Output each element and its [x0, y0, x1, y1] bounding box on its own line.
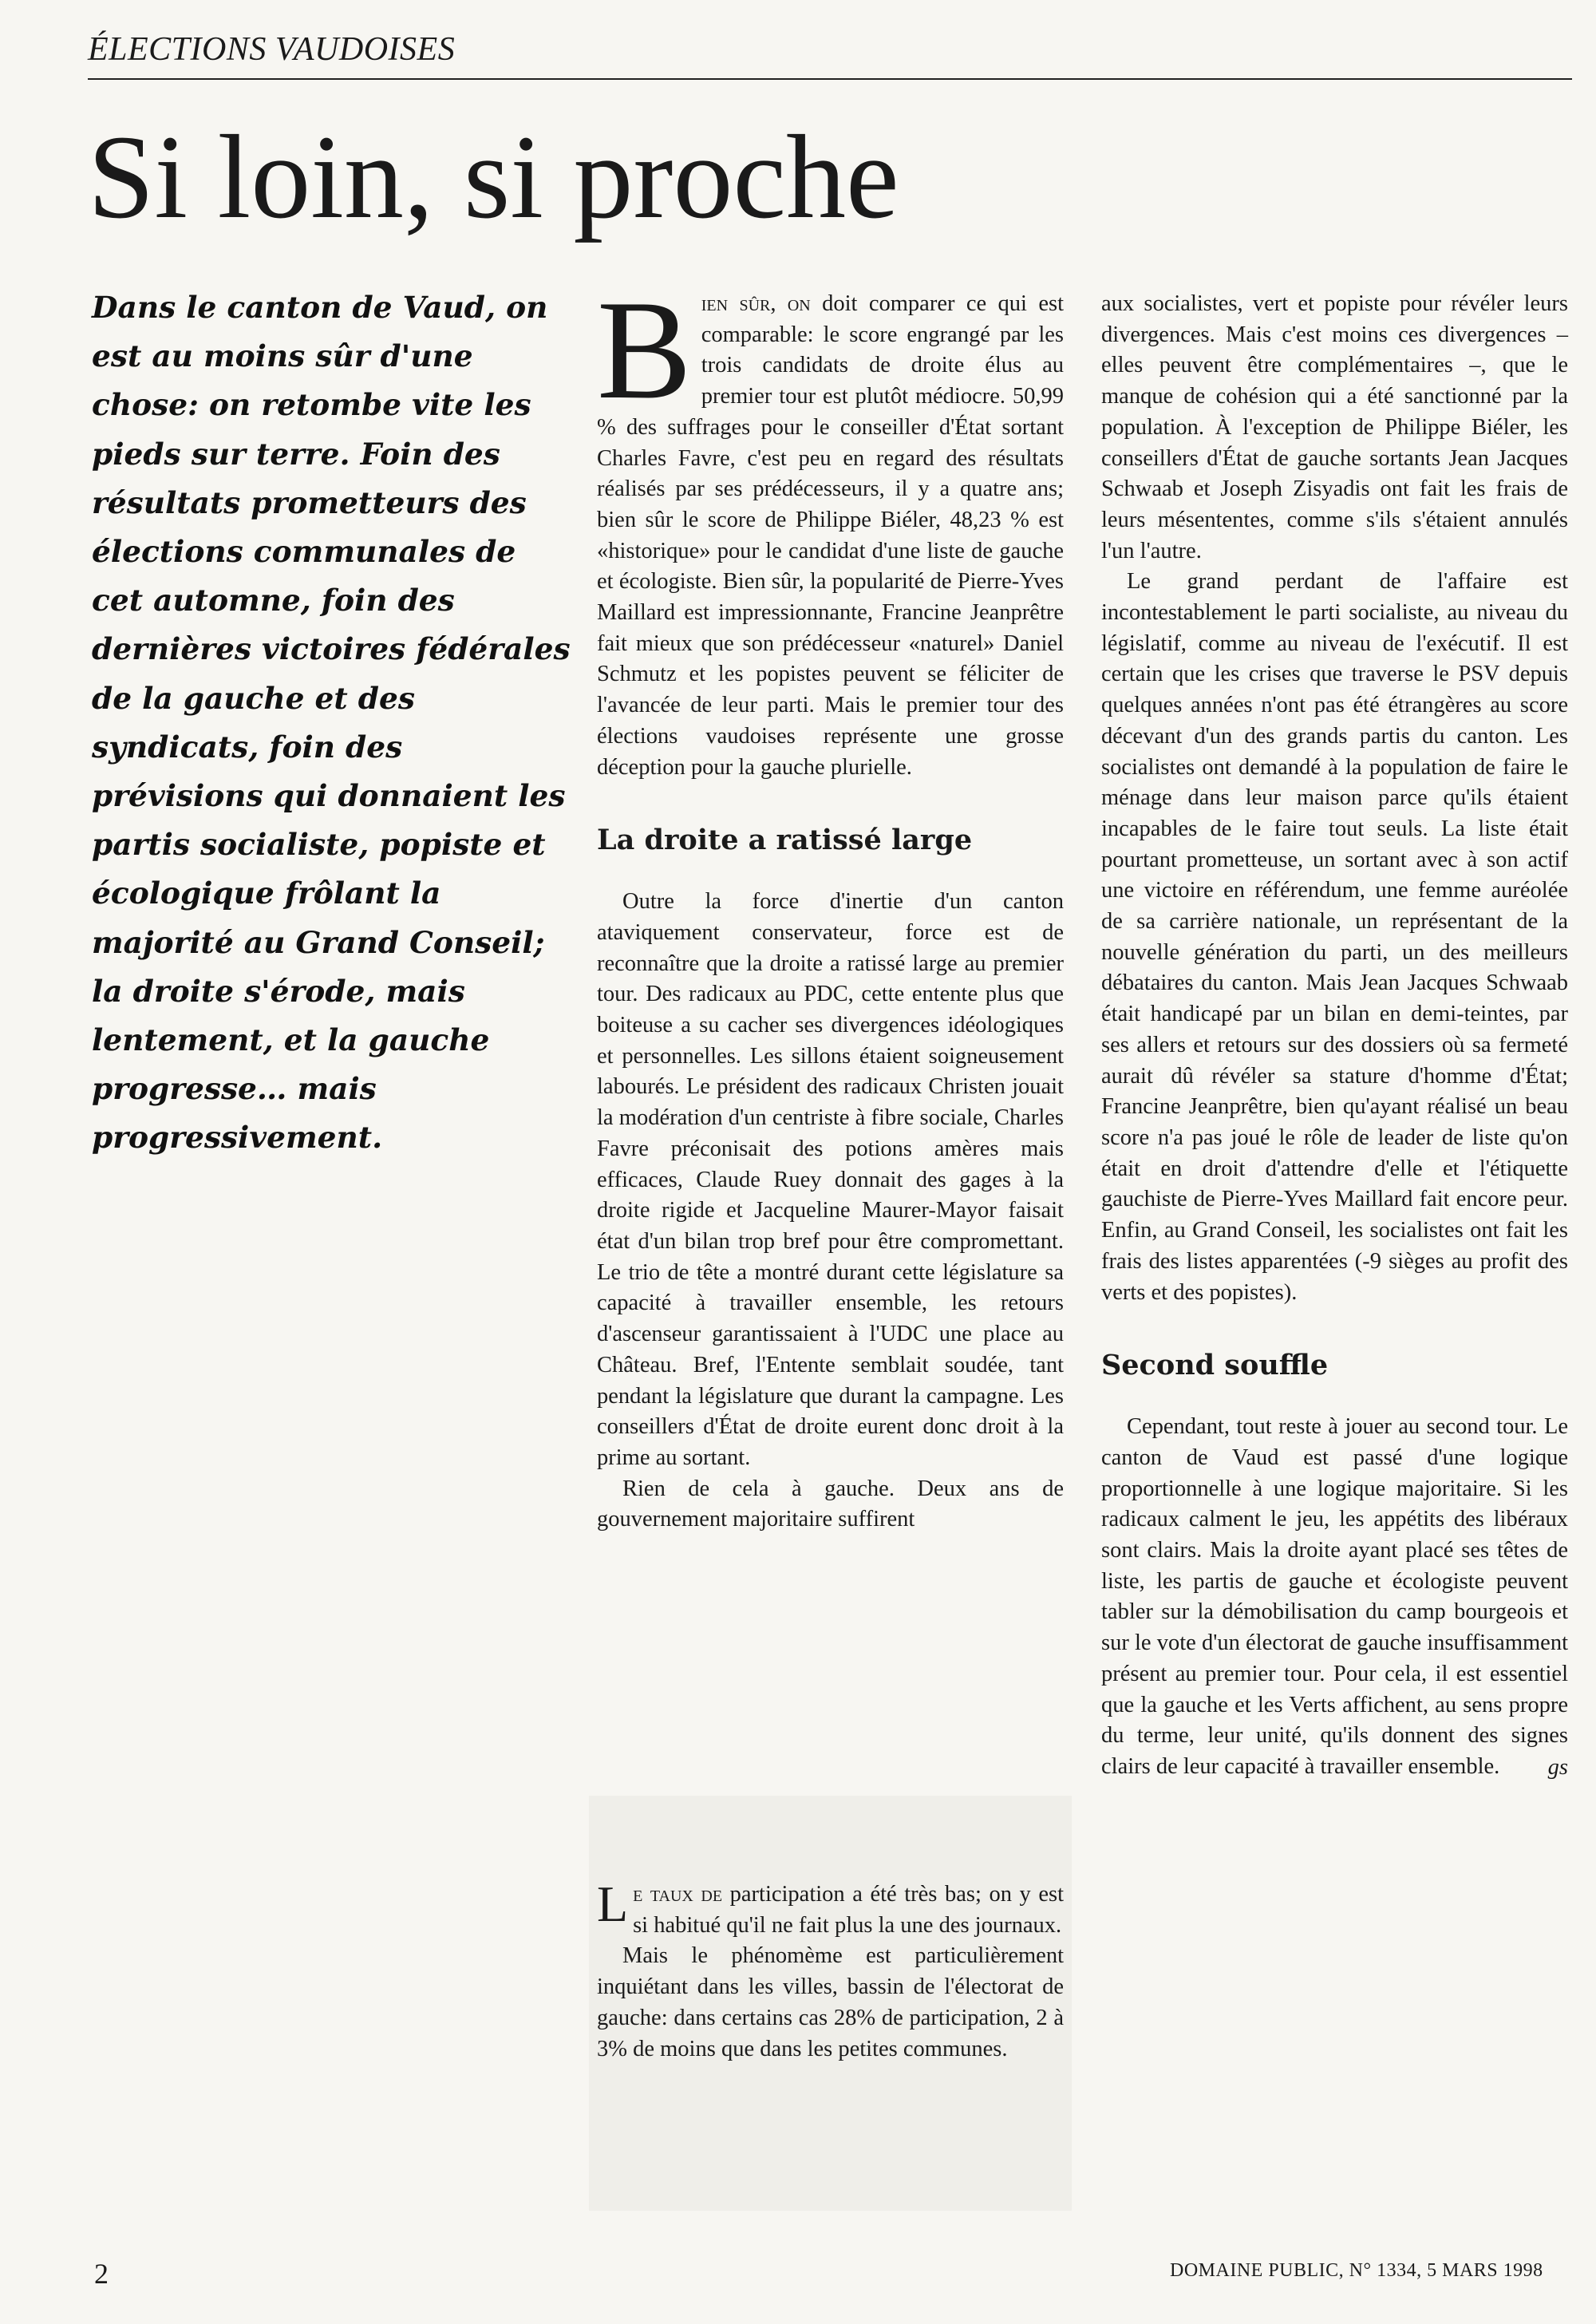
- drop-cap: B: [597, 271, 692, 429]
- article-title: Si loin, si proche: [88, 111, 899, 243]
- article-column-2: [1101, 289, 1568, 1783]
- page-number: 2: [94, 2258, 109, 2290]
- lead-smallcaps: ien sûr, on: [701, 291, 811, 316]
- section-rubric: ÉLECTIONS VAUDOISES: [88, 31, 456, 68]
- box-paragraph-1-text: participation a été très bas; on y est si habitué qu'il ne fait plus la une des journaux.: [633, 1882, 1064, 1938]
- box-lead-smallcaps: e taux de: [633, 1882, 723, 1907]
- subheading-2: Second souffle: [1101, 1349, 1329, 1382]
- paragraph-1: [597, 271, 1064, 783]
- paragraph-1-text: doit comparer ce qui est comparable: le score engrangé par les trois candidats de droite élus au premier tour est plutôt médiocre. 50,99 % des suffrages pour le conseiller d'État sortant Charles Favre, c'est peu en regard des résultats réalisés par ses prédécesseurs, il y a quatre ans; bien sûr le score de Philippe Biéler, 48,23 % est «historique» pour le candidat d'une liste de gauche et écologiste. Bien sûr, la popularité de Pierre-Yves Maillard est impressionnante, Francine Jeanprêtre fait mieux que son prédécesseur «naturel» Daniel Schmutz et les popistes peuvent se féliciter de l'avancée de leur parti. Mais le premier tour des élections vaudoises représente une grosse déception pour la gauche plurielle.: [597, 291, 1064, 780]
- article-chapeau: Dans le canton de Vaud, on est au moins sûr d'une chose: on retombe vite les pieds sur terre. Foin des résultats prometteurs des élections communales de cet automne, foin des dernières victoires fédérales de la gauche et des syndicats, foin des prévisions qui donnaient les partis socialiste, popiste et écologique frôlant la majorité au Grand Conseil; la droite s'érode, mais lentement, et la gauche progresse… mais progressivement.: [92, 290, 571, 1156]
- paragraph-3-cont: aux socialistes, vert et popiste pour révéler leurs divergences. Mais c'est moins ces divergences – elles peuvent être complémentaires –, que le manque de cohésion qui a été sanctionné par la population. À l'exception de Philippe Biéler, les conseillers d'État de gauche sortants Jean Jacques Schwaab et Joseph Zisyadis ont fait les frais de leurs mésententes, comme s'ils s'étaient annulés l'un l'autre.: [1101, 291, 1568, 563]
- author-signature: gs: [1547, 1754, 1568, 1780]
- paragraph-2: Outre la force d'inertie d'un canton ataviquement conservateur, force est de reconnaître que la droite a ratissé large au premier tour. Des radicaux au PDC, cette entente plus que boiteuse a su cacher ses divergences idéologiques et personnelles. Les sillons étaient soigneusement labourés. Le président des radicaux Christen jouait la modération d'un centriste à fibre sociale, Charles Favre préconisait des potions amères mais efficaces, Claude Ruey donnait des gages à la droite rigide et Jacqueline Maurer-Mayor faisait état d'un bilan trop bref pour être compromettant. Le trio de tête a montré durant cette législature sa capacité à travailler ensemble, les retours d'ascenseur garantissaient à l'UDC une place au Château. Bref, l'Entente semblait soudée, tant pendant la législature que durant la campagne. Les conseillers d'État de droite eurent donc droit à la prime au sortant.: [597, 889, 1064, 1470]
- paragraph-4: Le grand perdant de l'affaire est incontestablement le parti socialiste, au niveau du législatif, comme au niveau de l'exécutif. Il est certain que les crises que traverse le PSV depuis quelques années n'ont pas été étrangères au score décevant d'un des grands partis du canton. Les socialistes ont demandé à la population de faire le ménage dans leur maison parce qu'ils étaient incapables de le faire tout seuls. La liste était pourtant prometteuse, un sortant avec à son actif une victoire en référendum, une femme auréolée de sa carrière nationale, un représentant de la nouvelle génération du parti, un des meilleurs débataires du canton. Mais Jean Jacques Schwaab était handicapé par un bilan en demi-teintes, par ses allers et retours sur des dossiers où sa fermeté aurait dû révéler sa stature d'homme d'État; Francine Jeanprêtre, bien qu'ayant réalisé un beau score n'a pas joué le rôle de leader de liste qu'on était en droit d'attendre d'elle et l'étiquette gauchiste de Pierre-Yves Maillard fait encore peur. Enfin, au Grand Conseil, les socialistes ont fait les frais des listes apparentées (-9 sièges au profit des verts et des popistes).: [1101, 569, 1568, 1305]
- paragraph-5: Cependant, tout reste à jouer au second tour. Le canton de Vaud est passé d'une logique proportionnelle à une logique majoritaire. Si les radicaux calment le jeu, les appétits des libéraux sont clairs. Mais la droite ayant placé ses têtes de liste, les partis de gauche et écologiste peuvent tabler sur la démobilisation du camp bourgeois et sur le vote d'un électorat de gauche insuffisamment présent au premier tour. Pour cela, il est essentiel que la gauche et les Verts affichent, au sens propre du terme, leur unité, qu'ils donnent des signes clairs de leur capacité à travailler ensemble.: [1101, 1414, 1568, 1779]
- box-drop-cap: L: [597, 1875, 629, 1932]
- subheading-1: La droite a ratissé large: [597, 824, 973, 857]
- publication-footer: DOMAINE PUBLIC, N° 1334, 5 MARS 1998: [1170, 2260, 1543, 2281]
- header-rule: [88, 78, 1572, 80]
- article-column-1: [597, 271, 1064, 1536]
- box-paragraph-2: Mais le phénomème est particulièrement inquiétant dans les villes, bassin de l'électorat de gauche: dans certains cas 28% de participation, 2 à 3% de moins que dans les petites communes.: [597, 1943, 1064, 2061]
- paragraph-3-start: Rien de cela à gauche. Deux ans de gouvernement majoritaire suffirent: [597, 1476, 1064, 1532]
- sidebar-box: [597, 1875, 1064, 2065]
- box-paragraph-1: [597, 1875, 1064, 1941]
